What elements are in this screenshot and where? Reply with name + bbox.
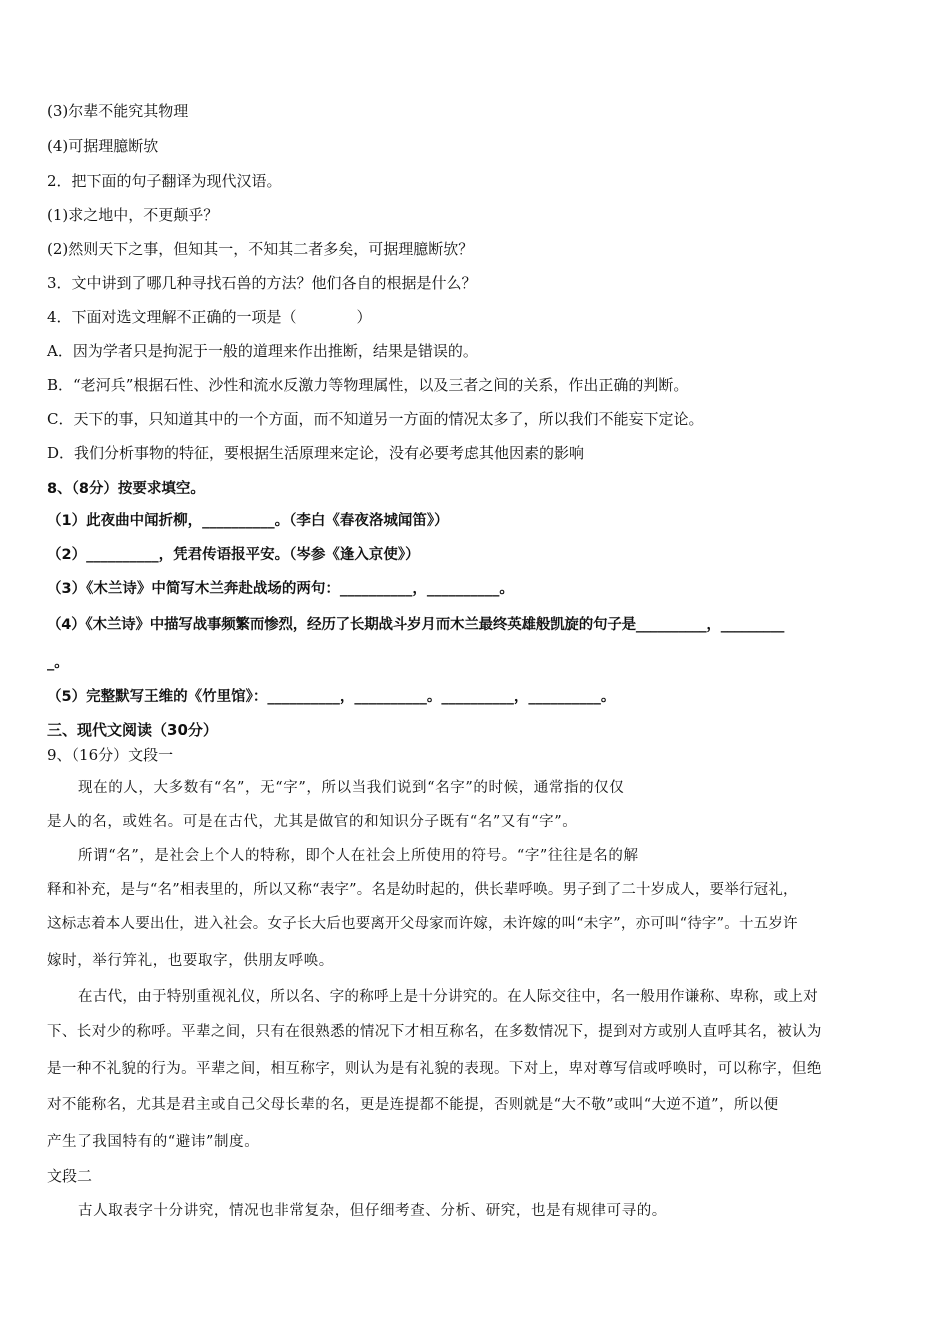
passage-1-para-1-line-1: 现在的人，大多数有“名”，无“字”，所以当我们说到“名字”的时候，通常指的仅仅 [78,780,625,796]
passage-2-header: 文段二 [47,1167,93,1185]
question-1-item-3: (3)尔辈不能究其物理 [47,102,189,120]
fill-blank-4: （4）《木兰诗》中描写战事频繁而惨烈，经历了长期战斗岁月而木兰最终英雄般凯旋的句子是__________，_________ [47,617,785,633]
option-b: B．“老河兵”根据石性、沙性和流水反激力等物理属性，以及三者之间的关系，作出正确的判断。 [47,376,689,394]
fill-blank-5: （5）完整默写王维的《竹里馆》：__________，__________。__________，__________。 [47,689,616,705]
passage-2-para-1: 古人取表字十分讲究，情况也非常复杂，但仔细考查、分析、研究，也是有规律可寻的。 [78,1203,667,1219]
passage-1-para-3-line-2: 下、长对少的称呼。平辈之间，只有在很熟悉的情况下才相互称名，在多数情况下，提到对方或别人直呼其名，被认为 [47,1024,822,1040]
passage-1-para-3-line-3: 是一种不礼貌的行为。平辈之间，相互称字，则认为是有礼貌的表现。下对上，卑对尊写信或呼唤时，可以称字，但绝 [47,1061,822,1077]
fill-blank-4-continued: _。 [47,655,69,671]
question-2-prompt: 2．把下面的句子翻译为现代汉语。 [47,172,282,190]
question-4-prompt: 4．下面对选文理解不正确的一项是（ ） [47,308,372,326]
option-a: A．因为学者只是拘泥于一般的道理来作出推断，结果是错误的。 [47,342,478,360]
question-2-item-1: (1)求之地中，不更颠乎？ [47,206,219,224]
passage-1-para-2-line-4: 嫁时，举行笄礼，也要取字，供朋友呼唤。 [47,953,334,969]
option-d: D．我们分析事物的特征，要根据生活原理来定论，没有必要考虑其他因素的影响 [47,444,585,462]
option-c: C．天下的事，只知道其中的一个方面，而不知道另一方面的情况太多了，所以我们不能妄下定论。 [47,410,704,428]
passage-1-para-3-line-4: 对不能称名，尤其是君主或自己父母长辈的名，更是连提都不能提，否则就是“大不敬”或叫“大逆不道”，所以便 [47,1097,779,1113]
question-2-item-2: (2)然则天下之事，但知其一，不知其二者多矣，可据理臆断欤？ [47,240,474,258]
fill-blank-1: （1）此夜曲中闻折柳，__________。（李白《春夜洛城闻笛》） [47,513,449,529]
fill-blank-3: （3）《木兰诗》中简写木兰奔赴战场的两句：__________，__________。 [47,581,514,597]
question-3-prompt: 3．文中讲到了哪几种寻找石兽的方法？他们各自的根据是什么？ [47,274,477,292]
passage-1-para-1-line-2: 是人的名，或姓名。可是在古代，尤其是做官的和知识分子既有“名”又有“字”。 [47,814,578,830]
question-9-header: 9、（16分）文段一 [47,746,174,764]
passage-1-para-2-line-2: 释和补充，是与“名”相表里的，所以又称“表字”。名是幼时起的，供长辈呼唤。男子到了二十岁成人，要举行冠礼， [47,882,798,898]
passage-1-para-2-line-1: 所谓“名”，是社会上个人的特称，即个人在社会上所使用的符号。“字”往往是名的解 [78,848,639,864]
section-3-title: 三、现代文阅读（30分） [47,721,218,739]
question-8-header: 8、（8分）按要求填空。 [47,481,205,497]
passage-1-para-2-line-3: 这标志着本人要出仕，进入社会。女子长大后也要离开父母家而许嫁，未许嫁的叫“未字”，亦可叫“待字”。十五岁许 [47,916,798,932]
passage-1-para-3-line-5: 产生了我国特有的“避讳”制度。 [47,1134,260,1150]
passage-1-para-3-line-1: 在古代，由于特别重视礼仪，所以名、字的称呼上是十分讲究的。在人际交往中，名一般用作谦称、卑称，或上对 [78,989,818,1005]
fill-blank-2: （2）__________，凭君传语报平安。（岑参《逢入京使》） [47,547,420,563]
question-1-item-4: (4)可据理臆断欤 [47,137,159,155]
